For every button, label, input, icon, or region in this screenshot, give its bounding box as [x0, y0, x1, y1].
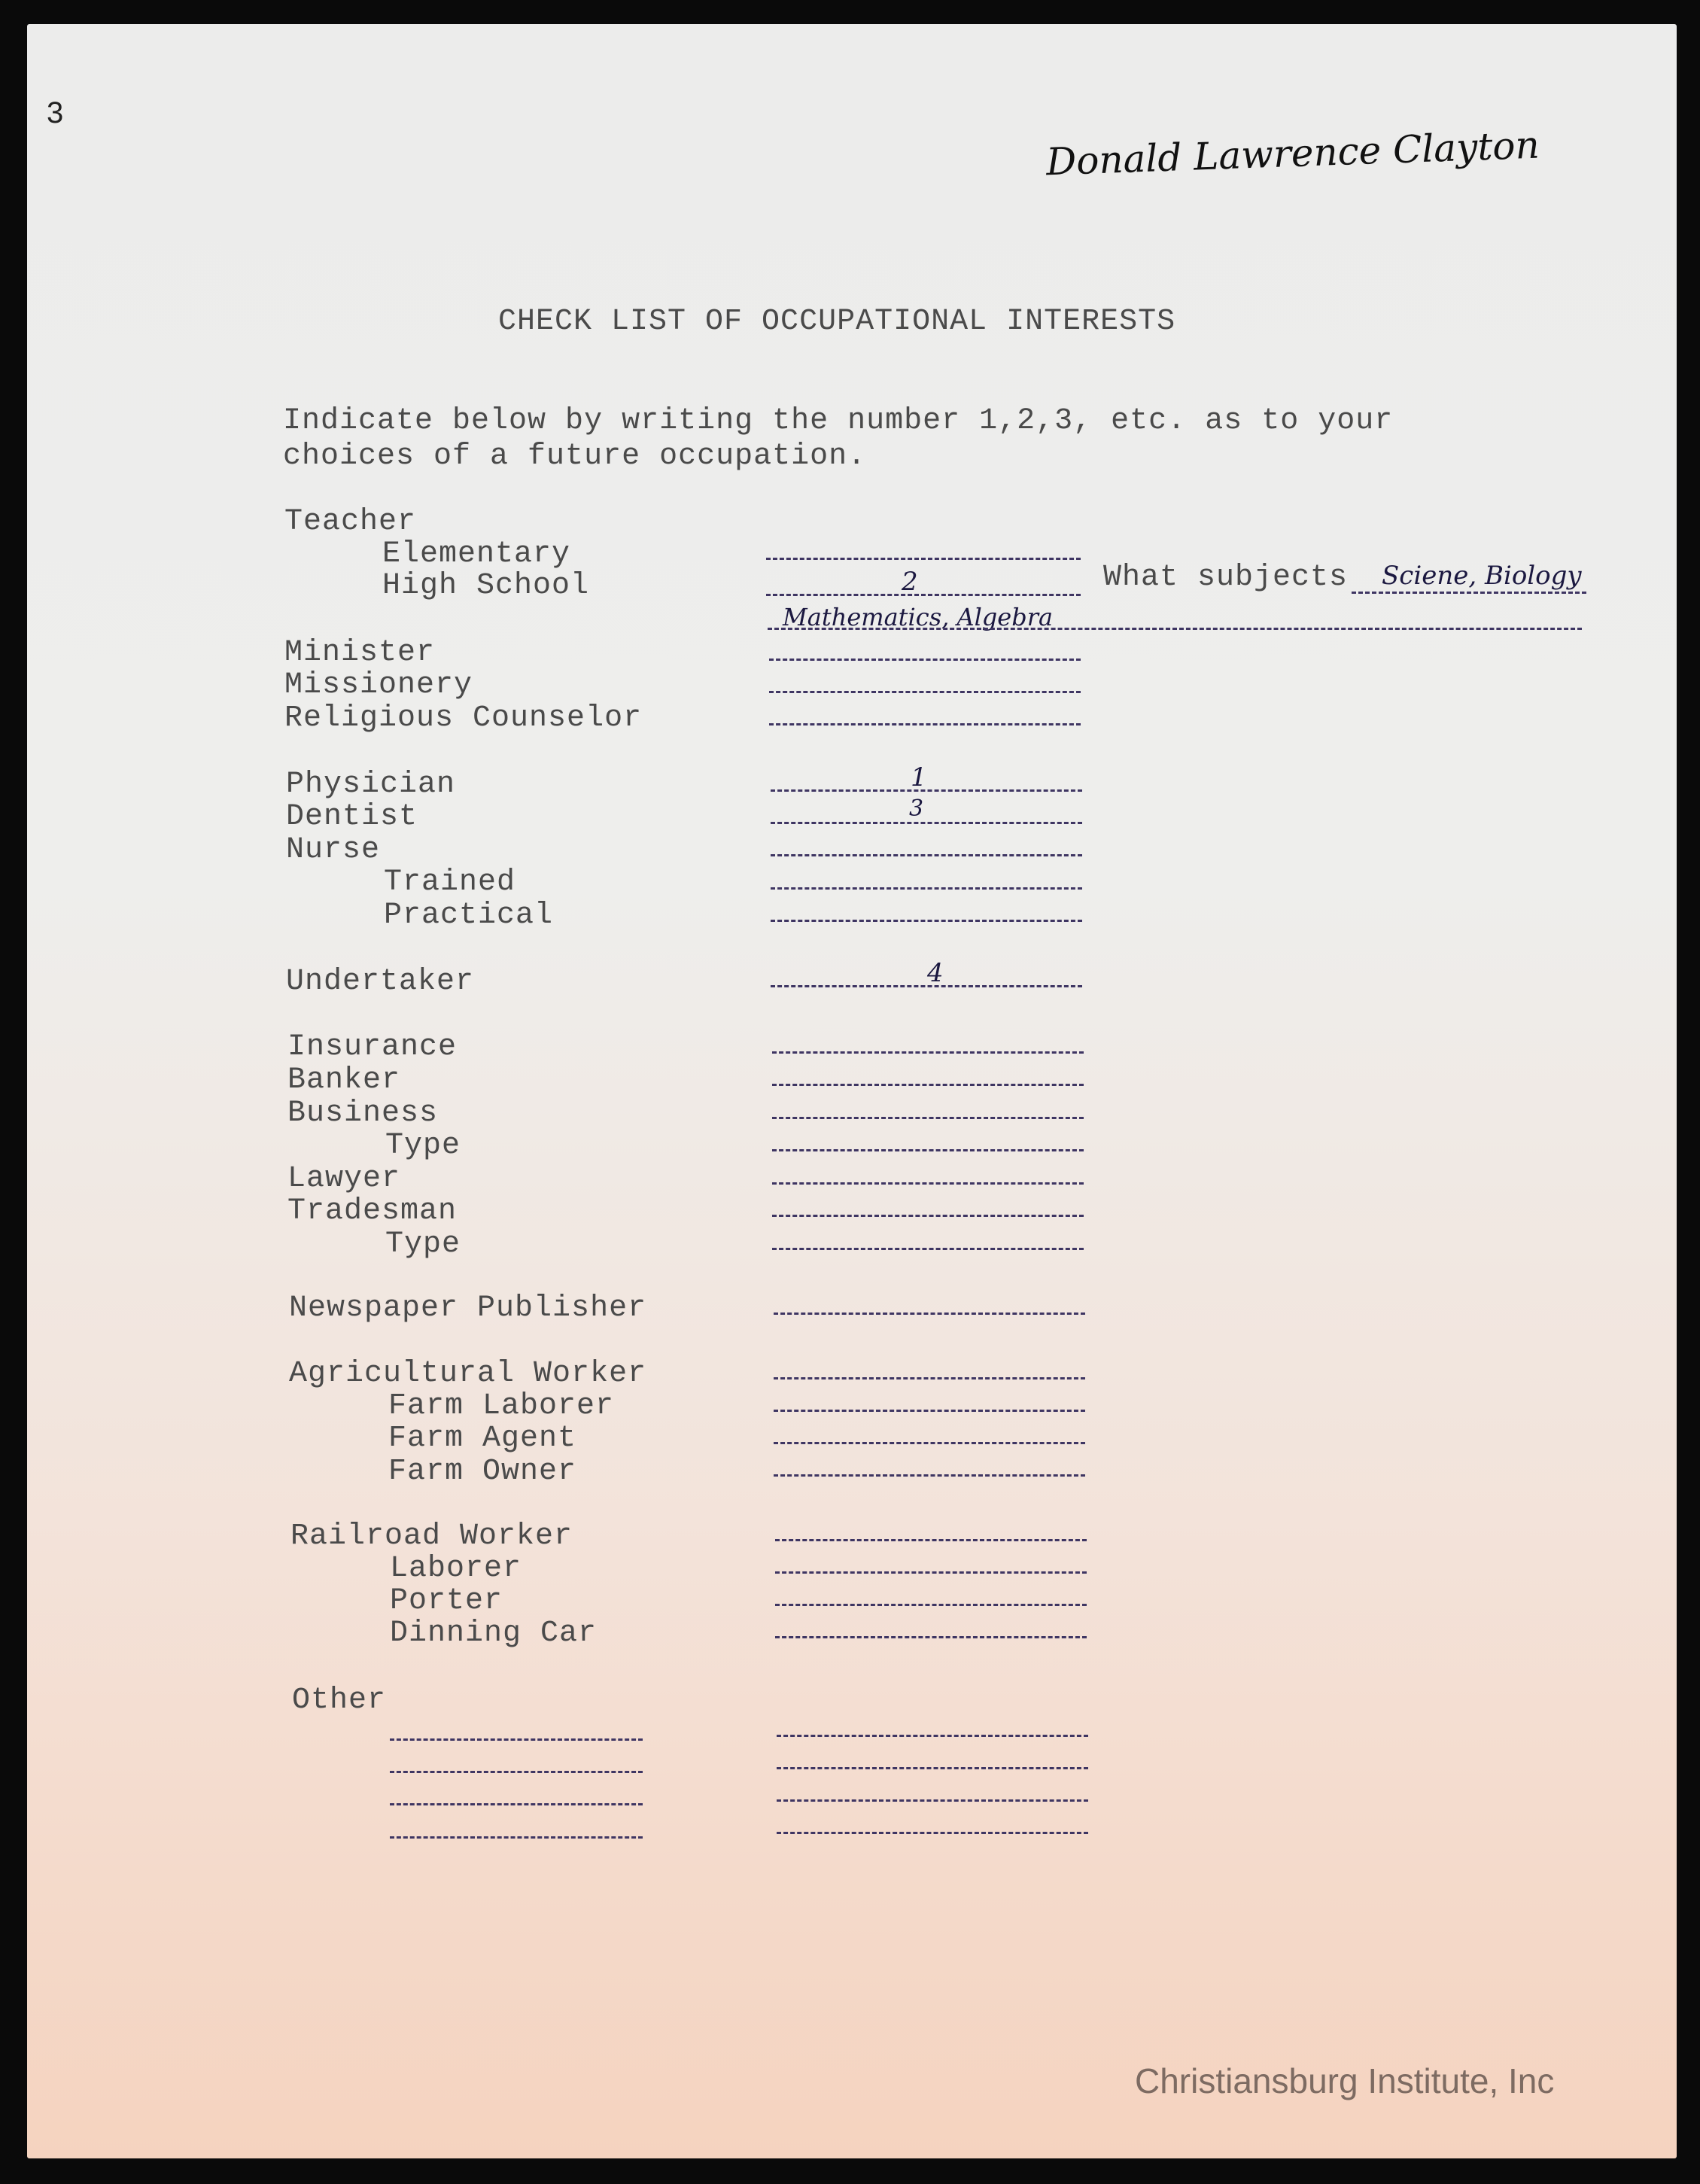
label-dinning-car: Dinning Car: [390, 1617, 598, 1650]
label-elementary: Elementary: [382, 537, 571, 571]
answer-line-lawyer: [772, 1182, 1084, 1185]
label-laborer: Laborer: [390, 1552, 522, 1586]
other-name-line-3: [390, 1803, 643, 1805]
label-nurse: Nurse: [286, 833, 381, 867]
other-answer-line-2: [777, 1767, 1088, 1769]
answer-line-elementary: [766, 558, 1081, 560]
answer-line-newspaper-publisher: [774, 1313, 1085, 1315]
label-dentist: Dentist: [286, 800, 418, 834]
document-title: CHECK LIST OF OCCUPATIONAL INTERESTS: [498, 305, 1176, 339]
answer-line-business: [772, 1117, 1084, 1119]
label-what-subjects: What subjects: [1103, 561, 1349, 595]
other-name-line-1: [390, 1738, 643, 1741]
label-farm-owner: Farm Owner: [388, 1455, 577, 1489]
label-agricultural-worker: Agricultural Worker: [289, 1357, 647, 1391]
answer-dentist: 3: [909, 795, 924, 822]
answer-line-high-school: [766, 594, 1081, 596]
answer-line-dinning-car: [775, 1636, 1087, 1638]
label-banker: Banker: [287, 1063, 401, 1097]
label-trained: Trained: [384, 865, 516, 899]
answer-line-nurse: [771, 854, 1082, 856]
instructions-line-1: Indicate below by writing the number 1,2,3, etc. as to your: [283, 404, 1394, 438]
answer-line-tradesman: [772, 1215, 1084, 1217]
instructions-line-2: choices of a future occupation.: [283, 440, 867, 473]
label-business-type: Type: [385, 1129, 461, 1163]
answer-line-insurance: [772, 1051, 1084, 1054]
label-porter: Porter: [390, 1584, 503, 1618]
label-insurance: Insurance: [287, 1030, 458, 1064]
label-undertaker: Undertaker: [286, 965, 475, 999]
answer-line-undertaker: [771, 985, 1082, 987]
answer-physician: 1: [911, 762, 927, 792]
answer-line-banker: [772, 1084, 1084, 1086]
label-teacher: Teacher: [284, 505, 417, 539]
answer-high-school: 2: [902, 567, 918, 597]
other-answer-line-4: [777, 1832, 1088, 1834]
answer-line-farm-owner: [774, 1474, 1085, 1477]
answer-line-tradesman-type: [772, 1248, 1084, 1250]
answer-line-missionary: [769, 691, 1081, 693]
answer-line-minister: [769, 659, 1081, 661]
answer-line-dentist: [771, 822, 1082, 824]
answer-line-farm-laborer: [774, 1410, 1085, 1412]
other-answer-line-1: [777, 1735, 1088, 1737]
document-page: [27, 24, 1677, 2158]
subjects-line-2: [768, 628, 1582, 630]
label-tradesman: Tradesman: [287, 1194, 458, 1228]
answer-line-physician: [771, 789, 1082, 792]
other-name-line-4: [390, 1836, 643, 1839]
answer-line-farm-agent: [774, 1442, 1085, 1444]
answer-undertaker: 4: [927, 958, 944, 988]
label-tradesman-type: Type: [385, 1227, 461, 1261]
other-name-line-2: [390, 1771, 643, 1773]
label-business: Business: [287, 1097, 439, 1130]
answer-subjects-line-2: Mathematics, Algebra: [783, 603, 1054, 631]
answer-line-railroad-worker: [775, 1539, 1087, 1541]
label-religious-counselor: Religious Counselor: [284, 701, 643, 735]
answer-line-porter: [775, 1604, 1087, 1606]
label-practical: Practical: [384, 899, 554, 932]
signature: Donald Lawrence Clayton: [1045, 123, 1540, 184]
label-minister: Minister: [284, 636, 436, 670]
answer-line-religious-counselor: [769, 723, 1081, 725]
other-answer-line-3: [777, 1799, 1088, 1802]
answer-subjects-line-1: Sciene, Biology: [1382, 561, 1582, 591]
answer-line-practical: [771, 920, 1082, 922]
page-number: 3: [47, 96, 64, 129]
label-newspaper-publisher: Newspaper Publisher: [289, 1291, 647, 1325]
label-high-school: High School: [382, 569, 590, 603]
answer-line-trained: [771, 887, 1082, 890]
label-other: Other: [292, 1684, 387, 1717]
label-physician: Physician: [286, 768, 456, 802]
answer-line-agricultural-worker: [774, 1377, 1085, 1379]
answer-line-laborer: [775, 1571, 1087, 1574]
label-railroad-worker: Railroad Worker: [290, 1519, 573, 1553]
label-lawyer: Lawyer: [287, 1162, 401, 1196]
watermark-credit: Christiansburg Institute, Inc: [1135, 2061, 1555, 2100]
label-missionary: Missionery: [284, 668, 473, 702]
label-farm-agent: Farm Agent: [388, 1422, 577, 1455]
answer-line-business-type: [772, 1149, 1084, 1151]
subjects-line-1: [1352, 592, 1586, 594]
label-farm-laborer: Farm Laborer: [388, 1389, 615, 1423]
